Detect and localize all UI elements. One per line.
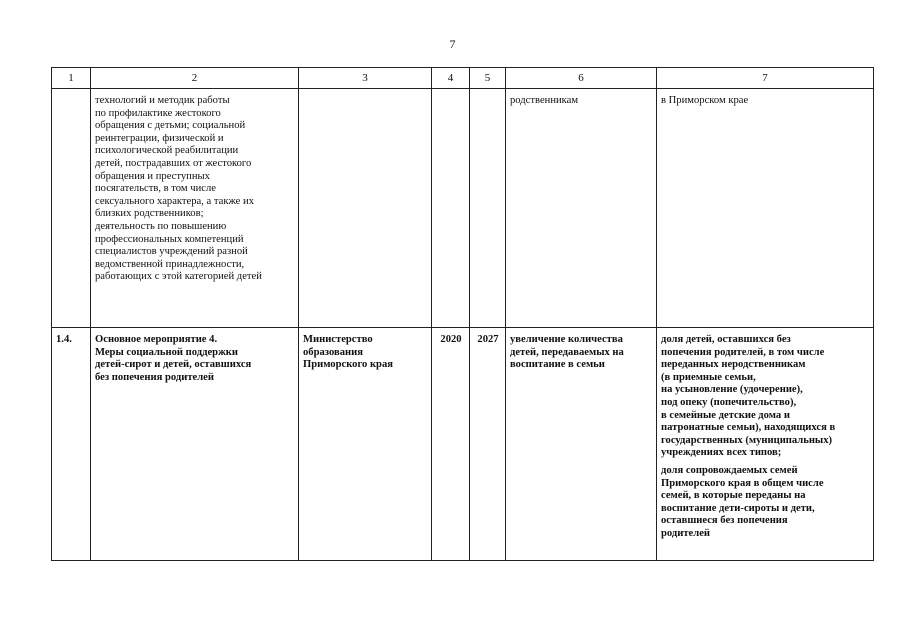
header-cell-4: 4 xyxy=(432,68,470,89)
text-line: под опеку (попечительство), xyxy=(661,396,797,408)
header-cell-2: 2 xyxy=(91,68,299,89)
text-line: детей, передаваемых на xyxy=(510,346,624,358)
text-line: деятельность по повышению xyxy=(95,220,227,232)
text-line: учреждениях всех типов; xyxy=(661,447,782,459)
header-cell-5: 5 xyxy=(470,68,506,89)
text-line: обращения и преступных xyxy=(95,170,210,182)
text-line: Министерство xyxy=(303,334,373,345)
text-line: профессиональных компетенций xyxy=(95,233,244,245)
cell-indicator: в Приморском крае xyxy=(657,89,874,328)
cell-year-start: 2020 xyxy=(432,328,470,561)
text-line: доля сопровождаемых семей xyxy=(661,464,798,476)
cell-executor xyxy=(299,328,432,561)
text-line: реинтеграции, физической и xyxy=(95,132,224,144)
cell-executor xyxy=(299,89,432,328)
header-cell-7: 7 xyxy=(657,68,874,89)
text-line: работающих с этой категорией детей xyxy=(95,271,262,283)
text-line: детей-сирот и детей, оставшихся xyxy=(95,359,252,371)
text-line: родителей xyxy=(661,527,711,539)
cell-result: родственникам xyxy=(506,89,657,328)
text-line: доля детей, оставшихся без xyxy=(661,334,791,345)
text-line: в семейные детские дома и xyxy=(661,409,790,421)
text-line: посягательств, в том числе xyxy=(95,183,216,195)
text-line: увеличение количества xyxy=(510,334,623,345)
table-header-row xyxy=(52,68,874,89)
text-line: детей, пострадавших от жестокого xyxy=(95,157,252,169)
text-line: обращения с детьми; социальной xyxy=(95,120,246,132)
text-line: переданных неродственникам xyxy=(661,359,806,371)
text-line: семей, в которые переданы на xyxy=(661,490,806,502)
table-row-1-4 xyxy=(52,328,874,561)
text-line: Приморского края в общем числе xyxy=(661,477,824,489)
page-number: 7 xyxy=(449,37,456,51)
cell-result xyxy=(506,328,657,561)
text-line: близких родственников; xyxy=(95,208,204,220)
text-line: Приморского края xyxy=(303,359,393,371)
text-line: (в приемные семьи, xyxy=(661,371,756,383)
cell-number xyxy=(52,89,91,328)
text-line: Меры социальной поддержки xyxy=(95,346,238,358)
text-line: сексуального характера, а также их xyxy=(95,195,254,207)
text-line: патронатные семьи), находящихся в xyxy=(661,422,836,434)
cell-year-start xyxy=(432,89,470,328)
cell-year-end: 2027 xyxy=(470,328,506,561)
program-table xyxy=(51,67,874,561)
cell-number: 1.4. xyxy=(52,328,91,561)
cell-indicators xyxy=(657,328,874,561)
table-row-continued xyxy=(52,89,874,328)
text-line: без попечения родителей xyxy=(95,371,214,383)
header-cell-6: 6 xyxy=(506,68,657,89)
cell-year-end xyxy=(470,89,506,328)
text-line: Основное мероприятие 4. xyxy=(95,334,218,345)
text-line: оставшиеся без попечения xyxy=(661,515,788,527)
text-line: воспитание дети-сироты и дети, xyxy=(661,502,815,514)
text-line: специалистов учреждений разной xyxy=(95,246,248,258)
text-line: по профилактике жестокого xyxy=(95,107,221,119)
text-line: ведомственной принадлежности, xyxy=(95,258,245,270)
text-line: на усыновление (удочерение), xyxy=(661,384,803,396)
header-cell-3: 3 xyxy=(299,68,432,89)
text-line: государственных (муниципальных) xyxy=(661,434,833,446)
text-line: воспитание в семьи xyxy=(510,359,605,371)
text-line: технологий и методик работы xyxy=(95,95,230,106)
text-line: попечения родителей, в том числе xyxy=(661,346,825,358)
cell-measure-title xyxy=(91,328,299,561)
cell-measure-description xyxy=(91,89,299,328)
text-line: образования xyxy=(303,346,363,358)
text-line: психологической реабилитации xyxy=(95,145,239,157)
header-cell-1: 1 xyxy=(52,68,91,89)
